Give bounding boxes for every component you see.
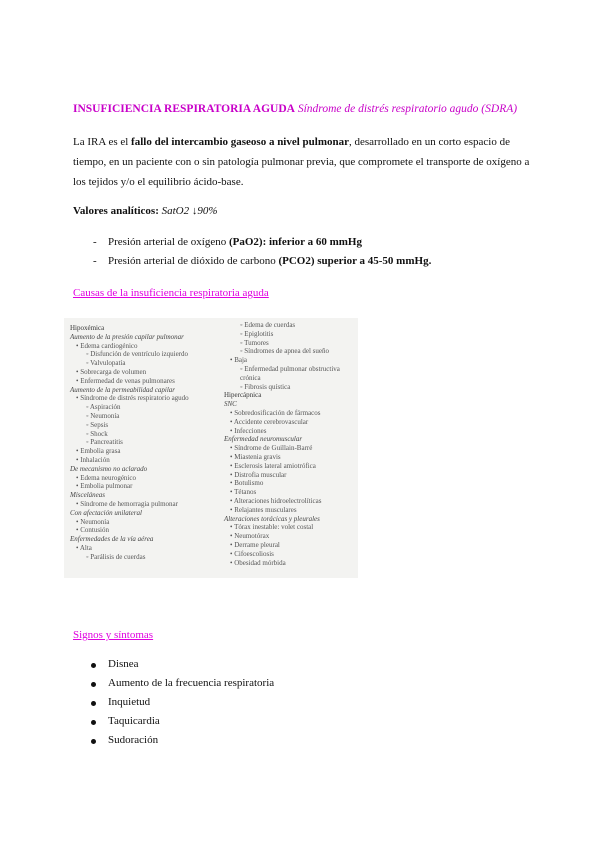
causes-line: • Inhalación bbox=[76, 455, 110, 464]
causes-line: • Neumonía bbox=[76, 517, 110, 526]
causes-line: • Relajantes musculares bbox=[230, 505, 297, 514]
page-title bbox=[73, 103, 517, 115]
analytic-values-value: SatO2 ↓90% bbox=[161, 205, 218, 217]
causes-line: SNC bbox=[224, 400, 237, 409]
intro-paragraph bbox=[73, 132, 543, 192]
causes-line: • Accidente cerebrovascular bbox=[230, 417, 309, 426]
causes-line: • Tórax inestable: volet costal bbox=[230, 523, 314, 532]
list-item: Taquicardia bbox=[91, 715, 274, 734]
causes-heading-link[interactable]: Causas de la insuficiencia respiratoria aguda bbox=[73, 287, 269, 299]
intro-text-start: La IRA es el bbox=[73, 136, 132, 148]
causes-line: ◦ Neumonía bbox=[86, 411, 120, 420]
causes-line: ◦ Síndromes de apnea del sueño bbox=[240, 347, 329, 356]
causes-line: Aumento de la presión capilar pulmonar bbox=[70, 332, 184, 341]
list-item: Inquietud bbox=[91, 696, 274, 715]
causes-column-right bbox=[224, 321, 354, 567]
causes-line: • Contusión bbox=[76, 526, 109, 535]
causes-line: • Miastenia gravis bbox=[230, 452, 281, 461]
causes-line: ◦ Tumores bbox=[240, 338, 269, 347]
causes-table-image bbox=[64, 318, 358, 578]
causes-line: ◦ Edema de cuerdas bbox=[240, 321, 296, 329]
causes-line: • Baja bbox=[230, 356, 248, 365]
causes-line: • Obesidad mórbida bbox=[230, 558, 286, 567]
signs-list bbox=[91, 658, 274, 753]
causes-line: • Alta bbox=[76, 543, 92, 552]
causes-line: • Cifoescoliosis bbox=[230, 549, 274, 558]
causes-line: • Embolia grasa bbox=[76, 447, 121, 456]
intro-text-bold: fallo del intercambio gaseoso a nivel pulmonar bbox=[131, 136, 350, 148]
causes-line: De mecanismo no aclarado bbox=[70, 464, 148, 473]
causes-line: • Derrame pleural bbox=[230, 540, 280, 549]
causes-line: ◦ Aspiración bbox=[86, 403, 121, 412]
list-dash: - bbox=[93, 236, 97, 248]
list-item: Disnea bbox=[91, 658, 274, 677]
causes-column-left bbox=[70, 324, 220, 562]
list-item-bold: (PaO2): inferior a 60 mmHg bbox=[228, 236, 362, 248]
causes-line: • Síndrome de hemorragia pulmonar bbox=[76, 499, 178, 508]
list-item bbox=[93, 255, 431, 274]
causes-line: • Neumotórax bbox=[230, 532, 270, 541]
causes-line: • Edema cardiogénico bbox=[76, 341, 138, 350]
causes-line: Alteraciones torácicas y pleurales bbox=[224, 514, 320, 523]
causes-line: • Enfermedad de venas pulmonares bbox=[76, 376, 175, 385]
causes-line: • Infecciones bbox=[230, 426, 267, 435]
causes-line: • Embolia pulmonar bbox=[76, 482, 133, 491]
causes-line: • Síndrome de Guillain-Barré bbox=[230, 444, 313, 453]
causes-line: ◦ Shock bbox=[86, 429, 108, 438]
gas-values-list bbox=[93, 236, 431, 274]
intro-text-end: , desarrollado en un corto espacio de tiempo, en un paciente con o sin patología pulmonar previa, que compromete el transporte de oxígeno a los tejidos y/o el equilibrio ácido-base. bbox=[73, 136, 530, 188]
causes-line: • Botulismo bbox=[230, 479, 264, 488]
list-item: Sudoración bbox=[91, 734, 274, 753]
causes-line: ◦ Disfunción de ventrículo izquierdo bbox=[86, 350, 189, 359]
causes-line: ◦ Valvulopatía bbox=[86, 359, 126, 368]
title-subtitle: Síndrome de distrés respiratorio agudo (SDRA) bbox=[297, 103, 518, 115]
list-item: Aumento de la frecuencia respiratoria bbox=[91, 677, 274, 696]
causes-line: • Esclerosis lateral amiotrófica bbox=[230, 461, 316, 470]
causes-line: • Distrofia muscular bbox=[230, 470, 287, 479]
causes-line: • Síndrome de distrés respiratorio agudo bbox=[76, 394, 189, 403]
causes-line: ◦ Sepsis bbox=[86, 420, 109, 429]
causes-line: ◦ Pancreatitis bbox=[86, 438, 123, 447]
causes-line: • Edema neurogénico bbox=[76, 473, 136, 482]
analytic-values bbox=[73, 205, 218, 217]
causes-line: Hipercápnica bbox=[224, 391, 262, 400]
causes-line: Aumento de la permeabilidad capilar bbox=[70, 385, 175, 394]
list-item-text: Presión arterial de dióxido de carbono bbox=[108, 255, 279, 267]
list-item-text: Presión arterial de oxígeno bbox=[108, 236, 229, 248]
causes-line: • Sobrecarga de volumen bbox=[76, 367, 147, 376]
list-item-bold: (PCO2) superior a 45-50 mmHg. bbox=[278, 255, 432, 267]
causes-line: • Sobredosificación de fármacos bbox=[230, 408, 321, 417]
causes-line: ◦ Epiglotitis bbox=[240, 329, 274, 338]
causes-line: ◦ Enfermedad pulmonar obstructiva crónica bbox=[240, 364, 340, 382]
causes-line: Misceláneas bbox=[70, 491, 105, 500]
causes-line: • Alteraciones hidroelectrolíticas bbox=[230, 496, 322, 505]
causes-line: ◦ Parálisis de cuerdas bbox=[86, 552, 146, 561]
signs-heading-link[interactable]: Signos y síntomas bbox=[73, 629, 154, 641]
causes-line: • Tétanos bbox=[230, 488, 257, 497]
causes-line: Enfermedades de la vía aérea bbox=[70, 535, 154, 544]
title-main: INSUFICIENCIA RESPIRATORIA AGUDA bbox=[73, 103, 295, 115]
causes-line: Con afectación unilateral bbox=[70, 508, 142, 517]
causes-line: Hipoxémica bbox=[70, 324, 105, 332]
list-dash: - bbox=[93, 255, 97, 267]
list-item bbox=[93, 236, 431, 255]
causes-line: ◦ Fibrosis quística bbox=[240, 382, 291, 391]
causes-line: Enfermedad neuromuscular bbox=[224, 435, 303, 444]
analytic-values-label: Valores analíticos: bbox=[73, 205, 159, 217]
